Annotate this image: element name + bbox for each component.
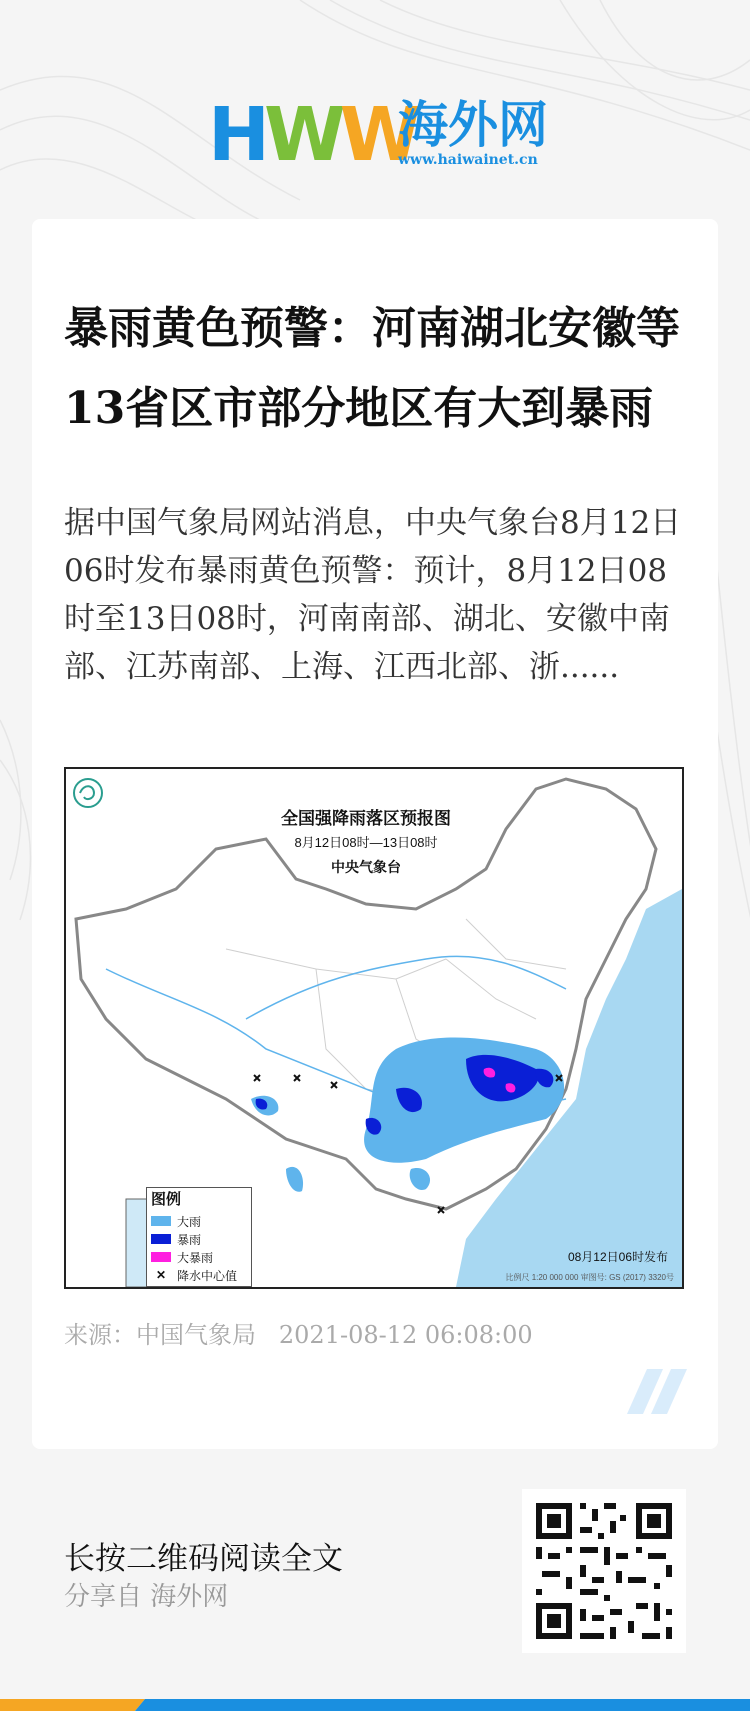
map-title: 全国强降雨落区预报图	[281, 809, 451, 828]
map-period: 8月12日08时—13日08时	[294, 835, 438, 850]
legend-label: 大暴雨	[177, 1250, 214, 1265]
qr-call-to-action: 长按二维码阅读全文	[64, 1541, 343, 1577]
rainfall-forecast-map[interactable]	[64, 767, 684, 1289]
legend-title: 图例	[151, 1191, 182, 1208]
center-marker-icon: ✕	[155, 1268, 167, 1282]
legend-item-torrential	[151, 1248, 213, 1266]
logo-letter-w2: W	[339, 92, 416, 178]
share-source: 分享自 海外网	[64, 1582, 229, 1612]
logo-name-cn: 海外网	[398, 95, 548, 154]
map-issued-time: 08月12日06时发布	[567, 1250, 668, 1264]
article-source-line	[64, 1317, 533, 1353]
legend-swatch-rainstorm	[151, 1234, 171, 1244]
map-agency: 中央气象台	[331, 859, 401, 875]
legend-label: 大雨	[177, 1214, 202, 1229]
logo-letter-h: H	[208, 92, 264, 178]
qr-code-icon	[522, 1489, 686, 1653]
legend-label: 暴雨	[177, 1232, 202, 1247]
legend-swatch-torrential	[151, 1252, 171, 1262]
article-title: 暴雨黄色预警：河南湖北安徽等13省区市部分地区有大到暴雨	[64, 303, 680, 434]
legend-item-rainstorm	[151, 1230, 201, 1248]
bottom-accent-bar	[0, 1699, 750, 1711]
legend-swatch-heavy-rain	[151, 1216, 171, 1226]
legend-item-heavy-rain	[151, 1212, 201, 1230]
logo-url: www.haiwainet.cn	[398, 152, 538, 168]
share-footer	[0, 1449, 750, 1711]
legend-item-center-value	[151, 1266, 237, 1284]
publish-time: 2021-08-12 06:08:00	[278, 1321, 533, 1349]
qr-code[interactable]	[522, 1489, 686, 1653]
legend-label: 降水中心值	[177, 1268, 238, 1283]
map-scale-note: 比例尺 1:20 000 000 审图号: GS (2017) 3320号	[505, 1273, 674, 1282]
article-summary: 据中国气象局网站消息，中央气象台8月12日06时发布暴雨黄色预警：预计，8月12日08时至13日08时，河南南部、湖北、安徽中南部、江苏南部、上海、江西北部、浙......	[64, 505, 682, 685]
article-card	[32, 219, 718, 1449]
logo-hww-letters	[208, 92, 416, 178]
decorative-slash-icon	[627, 1369, 687, 1414]
map-title-block	[236, 807, 496, 879]
source-label: 来源：中国气象局	[64, 1321, 256, 1349]
map-legend	[146, 1187, 252, 1287]
brand-logo[interactable]	[0, 92, 750, 178]
logo-letter-w1: W	[263, 92, 340, 178]
